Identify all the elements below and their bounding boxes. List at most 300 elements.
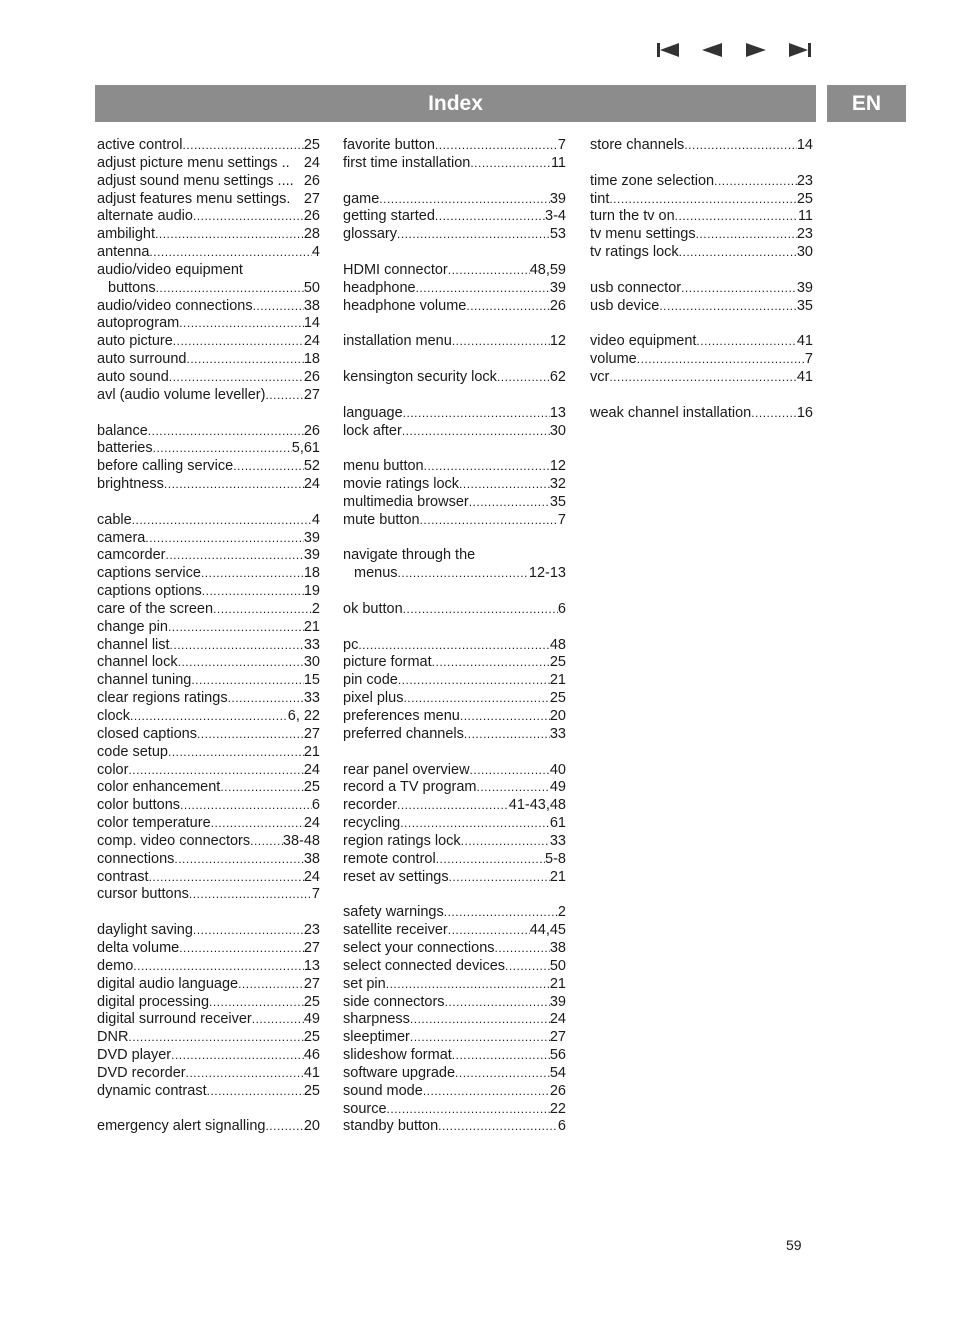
dot-leader [714, 173, 797, 191]
index-entry[interactable] [343, 1065, 566, 1083]
index-entry[interactable] [97, 583, 320, 601]
index-page-ref: 33 [549, 725, 566, 742]
index-page-ref: 23 [303, 922, 320, 939]
index-term: satellite receiver [343, 922, 448, 939]
index-page-ref: 7 [557, 137, 566, 153]
index-entry[interactable] [343, 512, 566, 530]
index-page-ref: 24 [303, 868, 320, 885]
index-entry[interactable] [97, 708, 320, 726]
index-entry[interactable] [97, 262, 320, 280]
dot-leader [145, 530, 304, 548]
dot-leader [213, 601, 312, 619]
index-entry[interactable] [97, 530, 320, 548]
dot-leader [675, 208, 798, 226]
dot-leader [423, 1083, 550, 1101]
dot-leader [128, 1029, 303, 1047]
index-entry[interactable] [97, 1118, 320, 1136]
dot-leader [193, 208, 304, 226]
index-entry[interactable] [97, 940, 320, 958]
index-page-ref: 14 [303, 315, 320, 332]
index-entry[interactable] [343, 476, 566, 494]
index-page-ref: 27 [303, 190, 320, 207]
index-entry[interactable] [343, 333, 566, 351]
dot-leader [420, 512, 558, 530]
index-page-ref: 7 [311, 886, 320, 903]
index-term: ambilight [97, 226, 156, 243]
dot-leader [460, 708, 550, 726]
index-entry[interactable] [343, 137, 566, 155]
index-entry[interactable] [97, 619, 320, 637]
index-term: emergency alert signalling [97, 1118, 266, 1135]
index-term: headphone volume [343, 297, 467, 314]
dot-leader [464, 726, 550, 744]
index-term: sharpness [343, 1011, 410, 1028]
index-page-ref: 5-8 [545, 850, 566, 867]
first-page-button[interactable] [646, 38, 690, 62]
index-entry[interactable] [97, 137, 320, 155]
spacer [343, 583, 566, 601]
index-entry[interactable] [343, 833, 566, 851]
index-term: HDMI connector [343, 261, 448, 278]
index-entry[interactable] [343, 815, 566, 833]
index-page-ref: 25 [303, 993, 320, 1010]
index-entry[interactable] [97, 173, 320, 191]
dot-leader [398, 565, 529, 583]
index-term: menu button [343, 458, 424, 475]
index-term: ok button [343, 600, 403, 617]
index-term: rear panel overview [343, 761, 470, 778]
index-entry[interactable] [343, 726, 566, 744]
index-term: sound mode [343, 1082, 423, 1099]
index-entry[interactable] [343, 762, 566, 780]
index-page-ref: 24 [549, 1011, 566, 1028]
index-entry[interactable] [590, 244, 813, 262]
index-entry[interactable] [97, 244, 320, 262]
dot-leader [455, 1065, 550, 1083]
index-term: multimedia browser [343, 493, 469, 510]
index-page-ref: 13 [303, 957, 320, 974]
index-entry[interactable] [343, 226, 566, 244]
index-entry[interactable] [97, 333, 320, 351]
dot-leader [398, 672, 550, 690]
index-entry[interactable] [343, 280, 566, 298]
index-entry[interactable] [97, 869, 320, 887]
dot-leader [461, 833, 550, 851]
index-page-ref: 38 [303, 850, 320, 867]
index-term: adjust features menu settings. [97, 190, 291, 207]
index-term: buttons [108, 279, 156, 296]
index-column-1 [97, 137, 320, 1136]
index-page-ref: 26 [303, 422, 320, 439]
dot-leader [148, 423, 304, 441]
dot-leader [681, 280, 797, 298]
index-entry[interactable] [97, 994, 320, 1012]
spacer [590, 315, 813, 333]
index-entry[interactable] [97, 833, 320, 851]
index-term: color buttons [97, 797, 181, 814]
index-entry[interactable] [97, 547, 320, 565]
index-term: installation menu [343, 333, 452, 350]
dot-leader [470, 155, 551, 173]
index-term: contrast [97, 868, 149, 885]
index-title-bar [95, 85, 816, 122]
index-page-ref: 6 [557, 1118, 566, 1135]
index-page-ref: 39 [549, 190, 566, 207]
index-entry[interactable] [590, 298, 813, 316]
index-entry[interactable] [97, 191, 320, 209]
index-entry[interactable] [97, 1029, 320, 1047]
previous-page-button[interactable] [690, 38, 734, 62]
index-page-ref: 21 [549, 868, 566, 885]
index-entry[interactable] [97, 369, 320, 387]
index-page-ref: 33 [303, 690, 320, 707]
index-entry[interactable] [97, 1083, 320, 1101]
index-entry[interactable] [97, 654, 320, 672]
index-entry[interactable] [343, 922, 566, 940]
dot-leader [170, 637, 304, 655]
dot-leader [448, 262, 530, 280]
dot-leader [173, 333, 304, 351]
dot-leader [679, 244, 797, 262]
dot-leader [397, 226, 550, 244]
index-entry[interactable] [590, 369, 813, 387]
index-entry[interactable] [590, 280, 813, 298]
dot-leader [438, 1118, 558, 1136]
index-entry[interactable] [97, 690, 320, 708]
index-page-ref: 25 [303, 1082, 320, 1099]
index-entry[interactable] [343, 994, 566, 1012]
index-entry[interactable] [97, 744, 320, 762]
index-entry[interactable] [97, 726, 320, 744]
index-entry[interactable] [97, 208, 320, 226]
index-entry[interactable] [343, 1047, 566, 1065]
index-entry[interactable] [343, 708, 566, 726]
dot-leader [637, 351, 805, 369]
index-entry[interactable] [97, 637, 320, 655]
language-label: EN [851, 91, 882, 115]
dot-leader [174, 851, 303, 869]
index-entry[interactable] [97, 762, 320, 780]
index-page-ref: 54 [549, 1064, 566, 1081]
index-entry[interactable] [590, 137, 813, 155]
index-page-ref: 41 [303, 1064, 320, 1081]
index-entry[interactable] [343, 494, 566, 512]
language-tab[interactable] [827, 85, 906, 122]
index-term: channel tuning [97, 672, 192, 689]
index-term: digital processing [97, 993, 210, 1010]
index-term: software upgrade [343, 1064, 456, 1081]
dot-leader [469, 494, 550, 512]
index-entry[interactable] [97, 387, 320, 405]
index-entry[interactable] [343, 1029, 566, 1047]
index-term: active control [97, 137, 183, 153]
index-page-ref: 21 [303, 743, 320, 760]
index-term: channel lock [97, 654, 178, 671]
index-entry[interactable] [97, 565, 320, 583]
index-entry[interactable] [97, 155, 320, 173]
index-entry[interactable] [97, 815, 320, 833]
index-term: DVD player [97, 1047, 172, 1064]
dot-leader [207, 1083, 304, 1101]
index-term: delta volume [97, 939, 180, 956]
index-entry[interactable] [97, 423, 320, 441]
index-page-ref: 6 [557, 600, 566, 617]
index-entry[interactable] [97, 779, 320, 797]
dot-leader [265, 1118, 303, 1136]
index-page-ref: 23 [796, 226, 813, 243]
index-page-ref: 26 [549, 297, 566, 314]
index-entry[interactable] [343, 869, 566, 887]
index-term: video equipment [590, 333, 697, 350]
index-entry[interactable] [590, 173, 813, 191]
index-entry[interactable] [97, 351, 320, 369]
dot-leader [609, 369, 797, 387]
index-column-3 [590, 137, 813, 423]
index-entry[interactable] [343, 369, 566, 387]
dot-leader [209, 994, 304, 1012]
index-entry[interactable] [343, 565, 566, 583]
index-page-ref: 30 [303, 654, 320, 671]
dot-leader [696, 226, 797, 244]
index-entry[interactable] [590, 333, 813, 351]
index-page-ref: 25 [549, 690, 566, 707]
index-entry[interactable] [343, 1083, 566, 1101]
index-entry[interactable] [97, 512, 320, 530]
index-term: usb device [590, 297, 660, 314]
index-entry[interactable] [343, 191, 566, 209]
index-page-ref: 46 [303, 1047, 320, 1064]
index-page-ref: 48 [549, 636, 566, 653]
index-term: auto picture [97, 333, 173, 350]
index-term: movie ratings lock [343, 476, 460, 493]
index-term: weak channel installation [590, 404, 752, 421]
index-entry[interactable] [97, 315, 320, 333]
index-entry[interactable] [343, 262, 566, 280]
index-page-ref: 62 [549, 368, 566, 385]
index-page-ref: 25 [549, 654, 566, 671]
index-entry[interactable] [343, 1118, 566, 1136]
index-page-ref: 25 [303, 137, 320, 153]
index-page-ref: 24 [303, 333, 320, 350]
index-term: pc [343, 636, 359, 653]
index-entry[interactable] [343, 405, 566, 423]
index-page-ref: 27 [303, 939, 320, 956]
dot-leader [153, 440, 292, 458]
index-page-ref: 18 [303, 565, 320, 582]
index-term: language [343, 404, 403, 421]
index-entry[interactable] [590, 405, 813, 423]
index-page-ref: 2 [311, 600, 320, 617]
dot-leader [186, 1065, 304, 1083]
index-page-ref: 26 [549, 1082, 566, 1099]
dot-leader [220, 779, 304, 797]
dot-leader [168, 619, 304, 637]
next-page-button[interactable] [734, 38, 778, 62]
dot-leader [197, 726, 304, 744]
index-page-ref: 41 [796, 333, 813, 350]
dot-leader [166, 547, 304, 565]
index-page-ref: 21 [549, 975, 566, 992]
index-entry[interactable] [590, 191, 813, 209]
index-entry[interactable] [343, 1011, 566, 1029]
index-entry[interactable] [97, 958, 320, 976]
dot-leader [432, 654, 550, 672]
index-term: region ratings lock [343, 832, 461, 849]
index-entry[interactable] [590, 351, 813, 369]
dot-leader [180, 797, 312, 815]
index-entry[interactable] [590, 226, 813, 244]
index-page-ref: 3-4 [545, 208, 566, 225]
arrow-left-icon [701, 42, 723, 58]
index-entry[interactable] [97, 1065, 320, 1083]
index-term: safety warnings [343, 904, 444, 921]
dot-leader [466, 298, 550, 316]
index-entry[interactable] [97, 1047, 320, 1065]
dot-leader [449, 869, 550, 887]
index-page-ref: 38-48 [282, 832, 320, 849]
dot-leader [416, 280, 550, 298]
index-entry[interactable] [97, 851, 320, 869]
index-entry[interactable] [343, 690, 566, 708]
index-entry[interactable] [343, 155, 566, 173]
dot-leader [400, 815, 550, 833]
index-entry[interactable] [343, 779, 566, 797]
index-entry[interactable] [97, 797, 320, 815]
dot-leader [435, 137, 558, 155]
spacer [343, 886, 566, 904]
index-term: balance [97, 422, 148, 439]
index-entry[interactable] [343, 672, 566, 690]
index-page-ref: 14 [796, 137, 813, 153]
index-page-ref: 21 [549, 672, 566, 689]
index-page-ref: 41-43,48 [508, 797, 566, 814]
index-entry[interactable] [97, 226, 320, 244]
dot-leader [233, 458, 304, 476]
dot-leader [497, 369, 550, 387]
index-entry[interactable] [343, 637, 566, 655]
index-entry[interactable] [343, 298, 566, 316]
dot-leader [201, 565, 304, 583]
index-term: digital audio language [97, 975, 239, 992]
index-entry[interactable] [343, 458, 566, 476]
index-entry[interactable] [97, 672, 320, 690]
index-entry[interactable] [590, 208, 813, 226]
dot-leader [130, 708, 288, 726]
index-term: before calling service [97, 458, 234, 475]
index-term: first time installation [343, 154, 471, 171]
index-page-ref: 7 [804, 351, 813, 368]
index-entry[interactable] [343, 940, 566, 958]
last-page-button[interactable] [778, 38, 822, 62]
index-entry[interactable] [97, 601, 320, 619]
index-term: set pin [343, 975, 386, 992]
index-term: favorite button [343, 137, 435, 153]
index-entry[interactable] [97, 440, 320, 458]
index-entry[interactable] [343, 423, 566, 441]
index-entry[interactable] [343, 851, 566, 869]
index-page-ref: 26 [303, 368, 320, 385]
index-entry[interactable] [343, 797, 566, 815]
index-entry[interactable] [343, 654, 566, 672]
page-title: Index [428, 91, 483, 115]
index-entry[interactable] [97, 886, 320, 904]
index-entry[interactable] [97, 458, 320, 476]
index-entry[interactable] [343, 976, 566, 994]
dot-leader [164, 476, 304, 494]
index-term: camera [97, 529, 146, 546]
index-term: care of the screen [97, 600, 214, 617]
index-term: cable [97, 511, 132, 528]
index-term: standby button [343, 1118, 439, 1135]
spacer [343, 173, 566, 191]
index-page-ref: 19 [303, 583, 320, 600]
index-entry[interactable] [97, 976, 320, 994]
index-term: turn the tv on [590, 208, 675, 225]
index-page-ref: 49 [549, 779, 566, 796]
index-entry[interactable] [97, 280, 320, 298]
index-page-ref: 33 [303, 636, 320, 653]
index-entry[interactable] [343, 601, 566, 619]
index-term: picture format [343, 654, 432, 671]
index-entry[interactable] [343, 208, 566, 226]
spacer [97, 405, 320, 423]
index-page-ref: 24 [303, 815, 320, 832]
index-term: mute button [343, 511, 420, 528]
index-entry[interactable] [343, 958, 566, 976]
index-term: menus [354, 565, 398, 582]
spacer [343, 530, 566, 548]
dot-leader [403, 690, 549, 708]
dot-leader [149, 244, 312, 262]
index-term: sleeptimer [343, 1029, 410, 1046]
dot-leader [202, 583, 304, 601]
index-term: game [343, 190, 380, 207]
dot-leader [155, 226, 304, 244]
index-entry[interactable] [343, 1101, 566, 1119]
index-entry[interactable] [97, 298, 320, 316]
dot-leader [505, 958, 550, 976]
index-entry[interactable] [97, 922, 320, 940]
spacer [343, 244, 566, 262]
index-term: time zone selection [590, 172, 715, 189]
index-term: captions service [97, 565, 201, 582]
index-page-ref: 48,59 [529, 261, 566, 278]
index-page-ref: 23 [796, 172, 813, 189]
index-page-ref: 4 [311, 511, 320, 528]
spacer [343, 619, 566, 637]
index-page-ref: 35 [796, 297, 813, 314]
index-page-ref: 24 [303, 476, 320, 493]
index-entry[interactable] [97, 476, 320, 494]
index-page-ref: 5,61 [291, 440, 320, 457]
index-entry[interactable] [97, 1011, 320, 1029]
index-page-ref: 12 [549, 458, 566, 475]
dot-leader [445, 994, 550, 1012]
index-page-ref: 25 [796, 190, 813, 207]
index-entry[interactable] [343, 547, 566, 565]
index-page-ref: 61 [549, 815, 566, 832]
index-term: usb connector [590, 279, 682, 296]
dot-leader [684, 137, 797, 155]
dot-leader [696, 333, 796, 351]
index-term: captions options [97, 583, 202, 600]
dot-leader [156, 280, 304, 298]
dot-leader [436, 851, 545, 869]
index-term: DNR [97, 1029, 129, 1046]
index-term: connections [97, 850, 175, 867]
index-entry[interactable] [343, 904, 566, 922]
spacer [343, 440, 566, 458]
